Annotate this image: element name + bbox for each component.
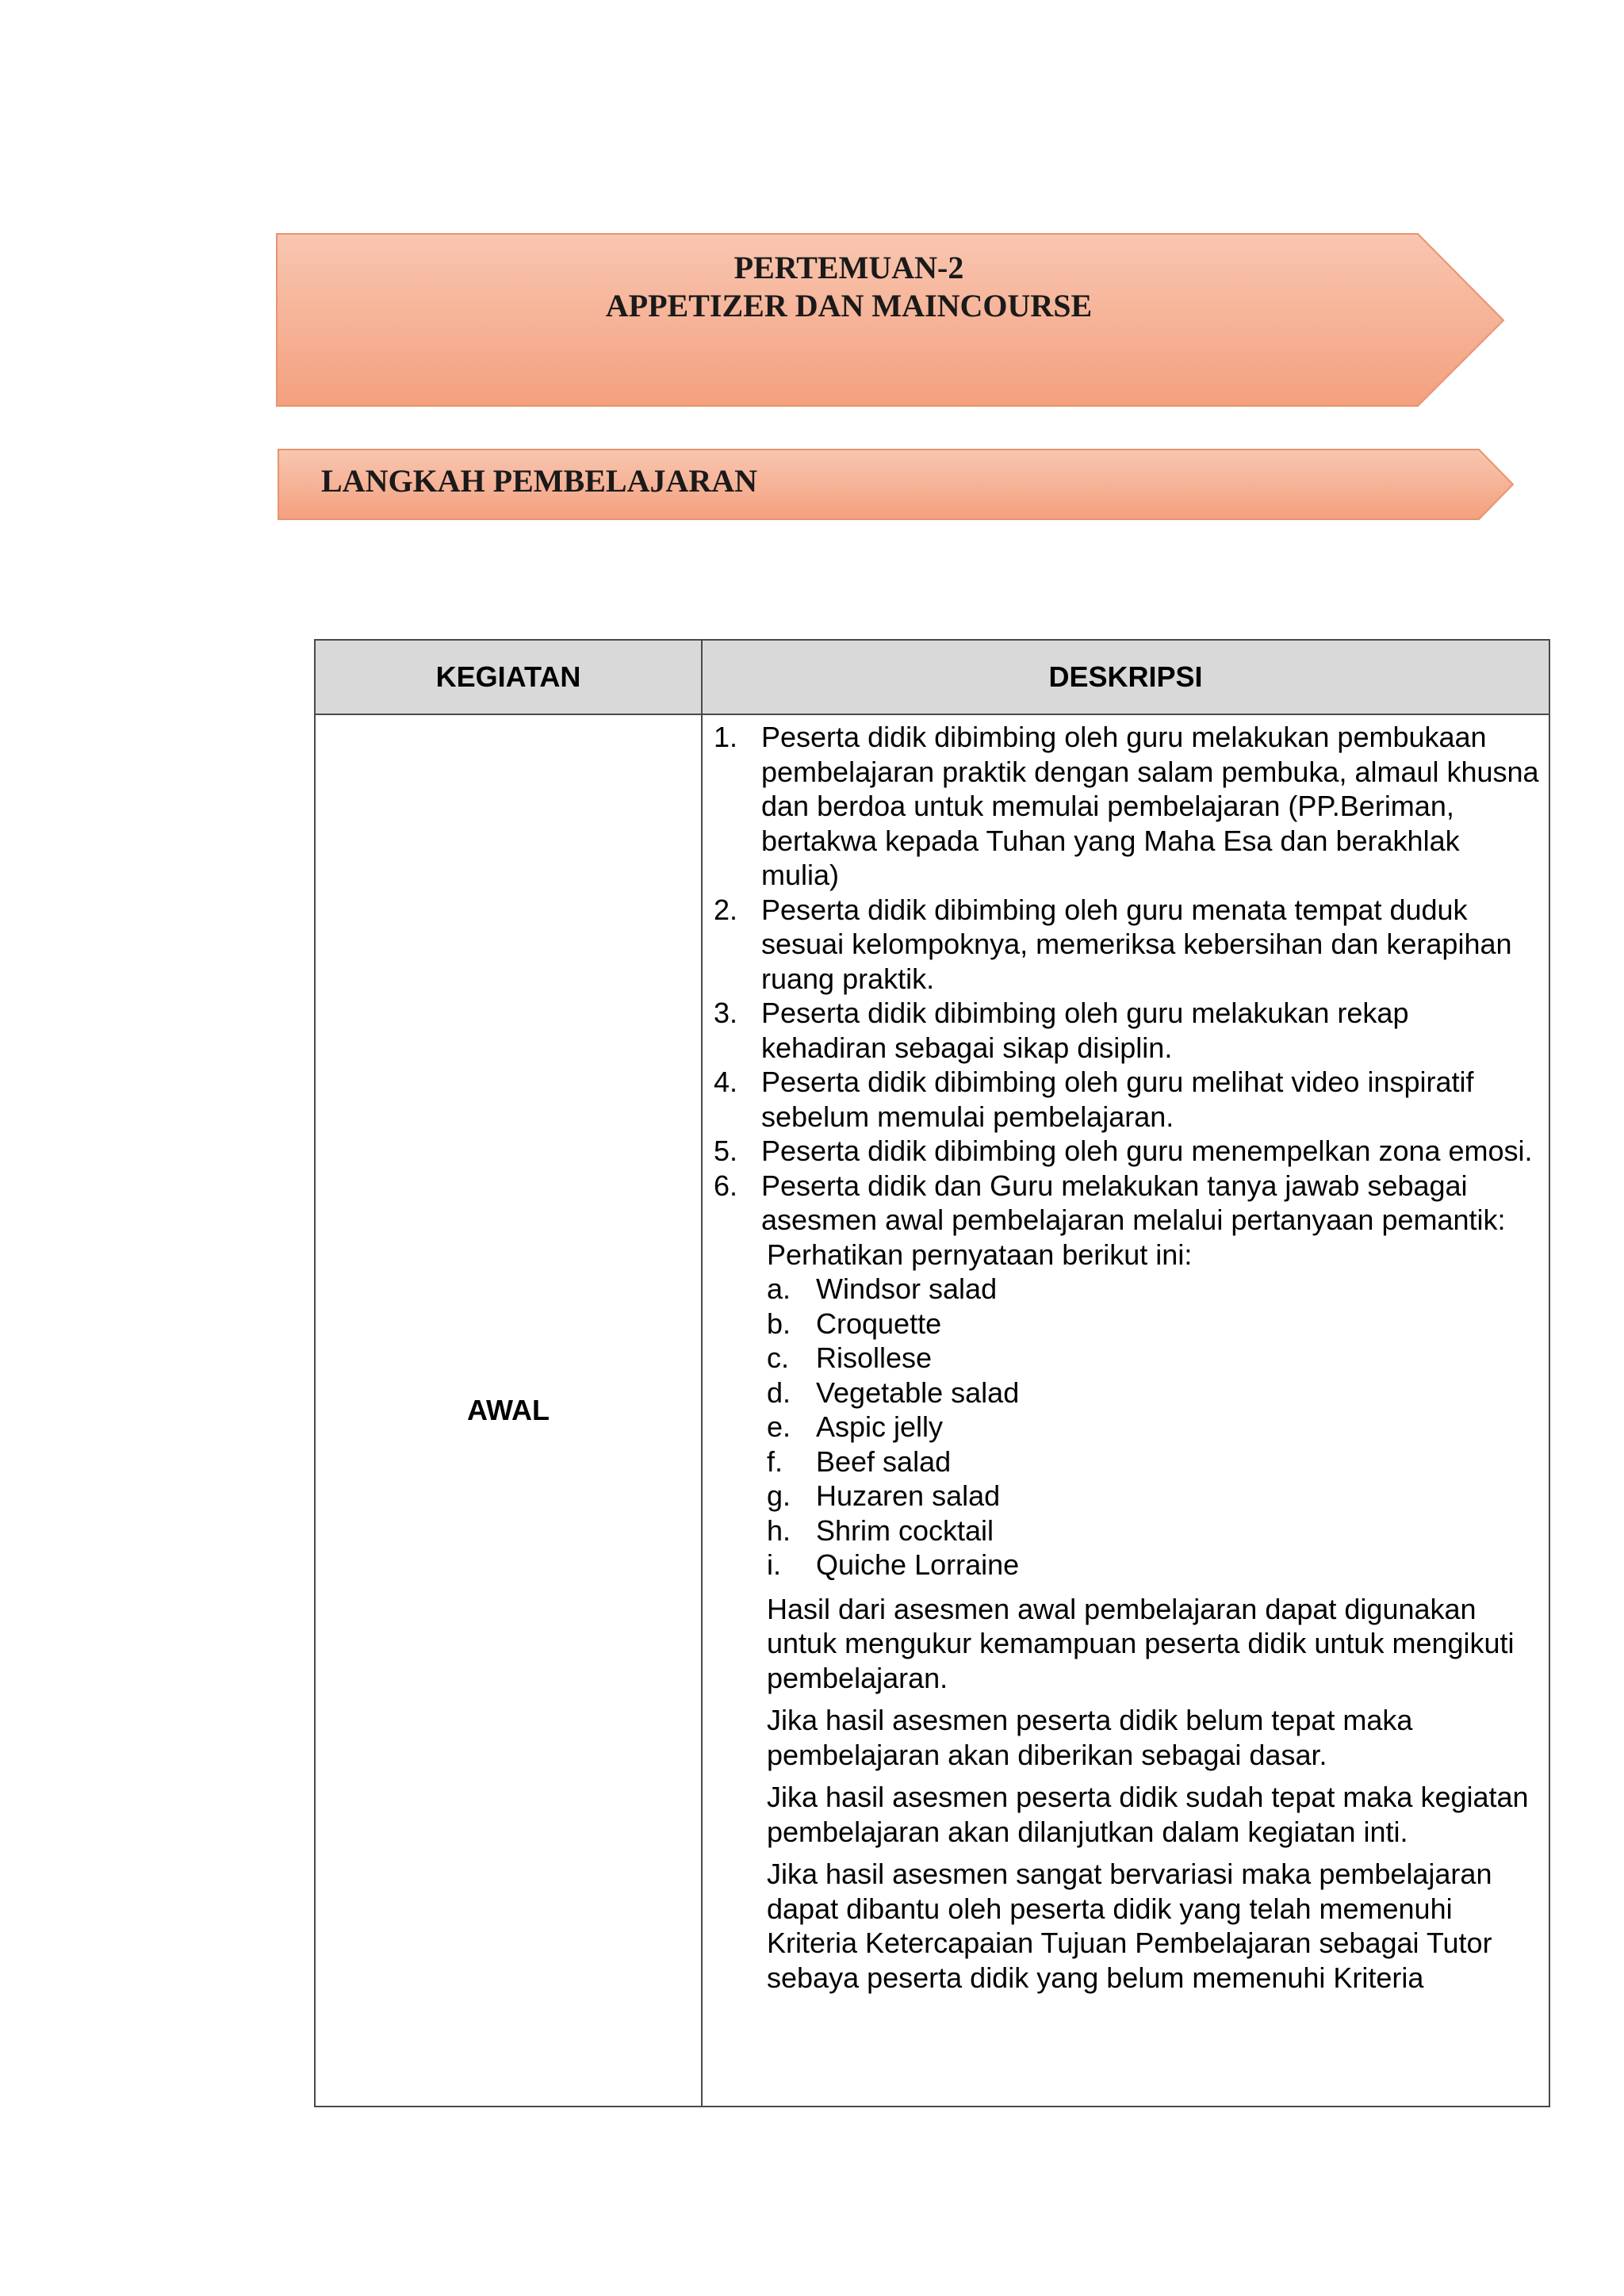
step-list bbox=[714, 720, 1539, 1238]
item-text: Aspic jelly bbox=[816, 1410, 944, 1443]
step-item bbox=[714, 720, 1539, 893]
question-list bbox=[767, 1272, 1539, 1582]
kegiatan-cell: AWAL bbox=[315, 714, 702, 2107]
table-header-row bbox=[315, 640, 1549, 714]
item-letter: e. bbox=[767, 1410, 791, 1443]
question-item bbox=[767, 1376, 1539, 1410]
step-item bbox=[714, 893, 1539, 997]
step-number: 2. bbox=[714, 893, 738, 926]
item-text: Croquette bbox=[816, 1307, 942, 1340]
header-kegiatan: KEGIATAN bbox=[315, 640, 702, 714]
step-item bbox=[714, 1065, 1539, 1134]
step-text: Peserta didik dibimbing oleh guru melakukan pembukaan pembelajaran praktik dengan salam pembuka, almaul khusna dan berdoa untuk memulai pembelajaran (PP.Beriman, bertakwa kepada Tuhan yang Maha Esa dan berakhlak mulia) bbox=[761, 721, 1539, 891]
question-item bbox=[767, 1445, 1539, 1479]
item-letter: c. bbox=[767, 1341, 790, 1374]
item-text: Vegetable salad bbox=[816, 1376, 1020, 1409]
question-item bbox=[767, 1513, 1539, 1548]
step-text: Peserta didik dan Guru melakukan tanya jawab sebagai asesmen awal pembelajaran melalui pertanyaan pemantik: bbox=[761, 1169, 1506, 1236]
step-number: 6. bbox=[714, 1169, 738, 1202]
question-item bbox=[767, 1272, 1539, 1307]
activity-table bbox=[314, 639, 1550, 2107]
item-text: Huzaren salad bbox=[816, 1479, 1001, 1512]
question-item bbox=[767, 1307, 1539, 1341]
item-text: Risollese bbox=[816, 1341, 933, 1374]
item-letter: a. bbox=[767, 1272, 791, 1305]
item-letter: d. bbox=[767, 1376, 791, 1409]
step-number: 4. bbox=[714, 1066, 738, 1098]
header-deskripsi: DESKRIPSI bbox=[702, 640, 1549, 714]
step-text: Peserta didik dibimbing oleh guru melihat video inspiratif sebelum memulai pembelajaran. bbox=[761, 1066, 1474, 1133]
assessment-paragraph: Jika hasil asesmen sangat bervariasi maka pembelajaran dapat dibantu oleh peserta didik yang telah memenuhi Kriteria Ketercapaian Tujuan Pembelajaran sebagai Tutor sebaya peserta didik yang belum memenuhi Kriteria bbox=[767, 1858, 1492, 1994]
step-text: Peserta didik dibimbing oleh guru menempelkan zona emosi. bbox=[761, 1135, 1533, 1167]
question-item bbox=[767, 1479, 1539, 1513]
step-text: Peserta didik dibimbing oleh guru menata tempat duduk sesuai kelompoknya, memeriksa kebersihan dan kerapihan ruang praktik. bbox=[761, 893, 1512, 995]
meeting-topic: APPETIZER DAN MAINCOURSE bbox=[605, 288, 1093, 323]
question-item bbox=[767, 1341, 1539, 1376]
step-number: 5. bbox=[714, 1135, 738, 1167]
step-item bbox=[714, 1169, 1539, 1238]
step-number: 3. bbox=[714, 997, 738, 1029]
item-text: Windsor salad bbox=[816, 1272, 998, 1305]
assessment-paragraph: Jika hasil asesmen peserta didik belum tepat maka pembelajaran akan diberikan sebagai dasar. bbox=[767, 1704, 1413, 1771]
title-banner bbox=[276, 233, 1505, 408]
step-text: Peserta didik dibimbing oleh guru melakukan rekap kehadiran sebagai sikap disiplin. bbox=[761, 997, 1409, 1064]
assessment-paragraph: Jika hasil asesmen peserta didik sudah tepat maka kegiatan pembelajaran akan dilanjutkan dalam kegiatan inti. bbox=[767, 1781, 1529, 1848]
step-item bbox=[714, 996, 1539, 1065]
assessment-paragraph: Hasil dari asesmen awal pembelajaran dapat digunakan untuk mengukur kemampuan peserta didik untuk mengikuti pembelajaran. bbox=[767, 1592, 1515, 1694]
question-intro: Perhatikan pernyataan berikut ini: bbox=[767, 1238, 1193, 1271]
assessment-block bbox=[714, 1238, 1539, 1996]
step-number: 1. bbox=[714, 721, 738, 753]
item-text: Beef salad bbox=[816, 1445, 952, 1478]
step-item bbox=[714, 1134, 1539, 1169]
question-item bbox=[767, 1548, 1539, 1582]
item-letter: f. bbox=[767, 1445, 783, 1478]
item-letter: b. bbox=[767, 1307, 791, 1340]
item-text: Quiche Lorraine bbox=[816, 1548, 1020, 1581]
item-letter: g. bbox=[767, 1479, 791, 1512]
table-row bbox=[315, 714, 1549, 2107]
meeting-number: PERTEMUAN-2 bbox=[733, 250, 964, 285]
section-banner bbox=[278, 449, 1515, 520]
item-letter: h. bbox=[767, 1513, 791, 1547]
section-title: LANGKAH PEMBELAJARAN bbox=[321, 463, 758, 499]
deskripsi-cell bbox=[702, 714, 1549, 2107]
item-letter: i. bbox=[767, 1548, 781, 1581]
question-item bbox=[767, 1410, 1539, 1445]
item-text: Shrim cocktail bbox=[816, 1513, 994, 1547]
